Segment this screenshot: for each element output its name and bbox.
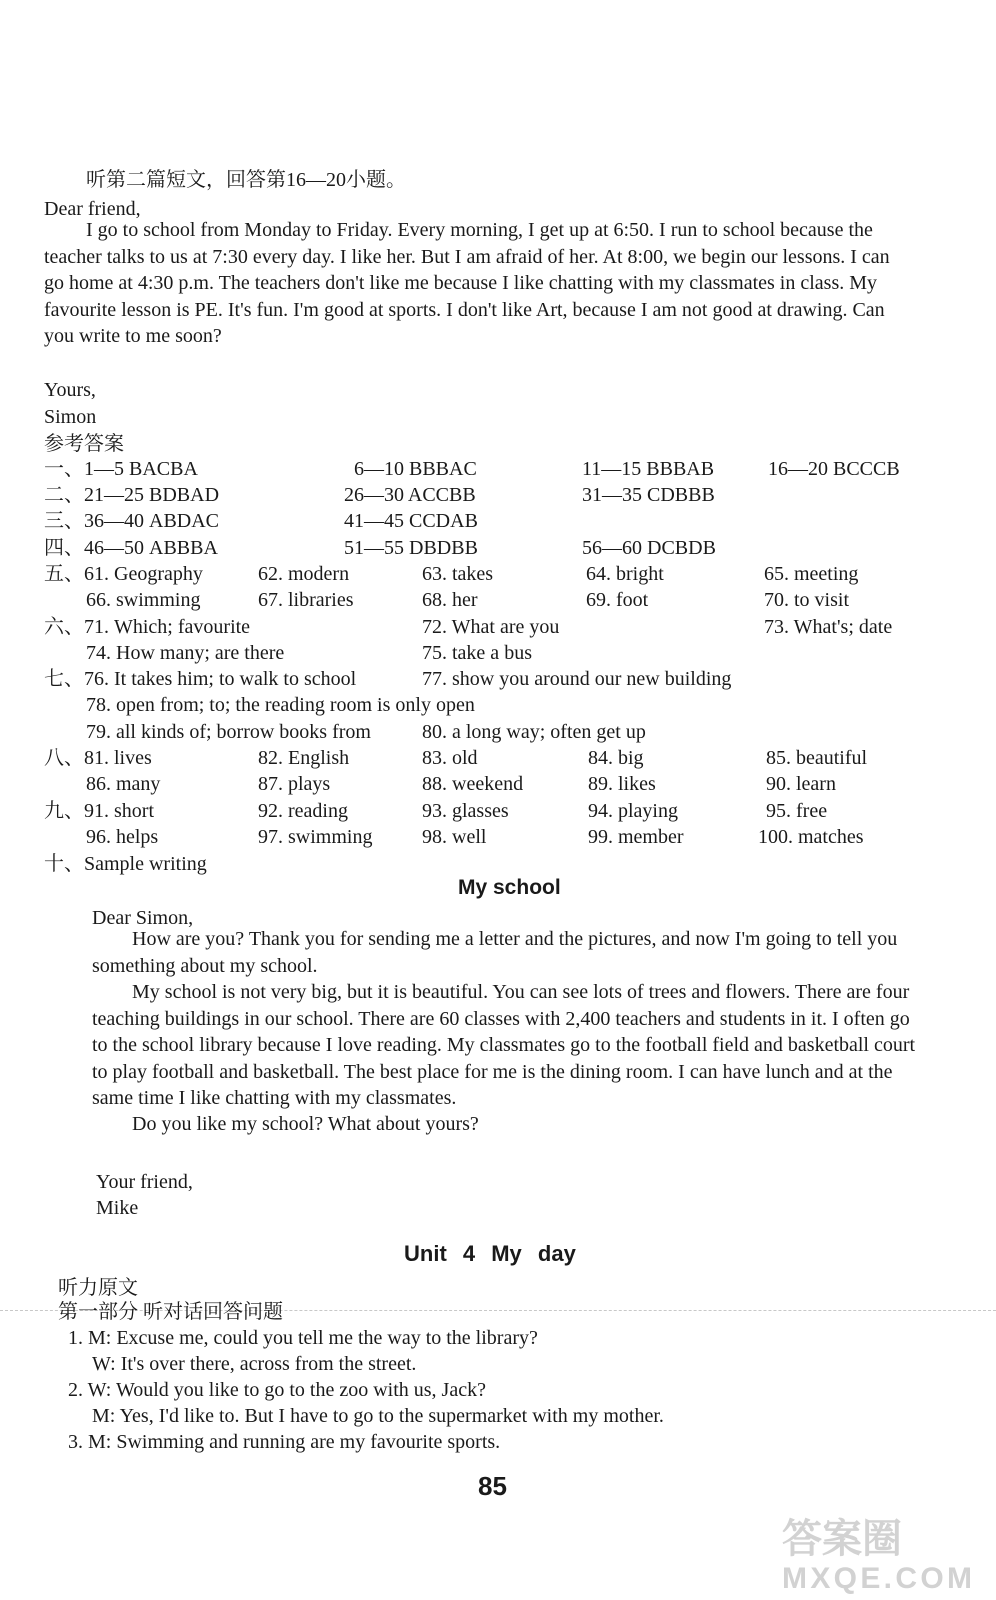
answer-cell: 73. What's; date: [764, 616, 893, 638]
answer-cell: 85. beautiful: [766, 747, 868, 769]
answer-cell: 84. big: [588, 747, 644, 769]
answer-cell: 四、46—50 ABBBA: [44, 537, 218, 559]
listening-heading: 听力原文: [58, 1277, 138, 1299]
part-heading: 第一部分 听对话回答问题: [58, 1301, 283, 1323]
answer-cell: 83. old: [422, 747, 478, 769]
sample-paragraph: How are you? Thank you for sending me a letter and the pictures, and now I'm going to tell you something about my school.: [92, 928, 898, 977]
answer-cell: 79. all kinds of; borrow books from: [86, 721, 371, 743]
answer-cell: 62. modern: [258, 563, 350, 585]
sample-paragraph: Do you like my school? What about yours?: [132, 1113, 479, 1135]
answer-cell: 八、81. lives: [44, 747, 152, 769]
answer-cell: 63. takes: [422, 563, 494, 585]
answer-heading: 参考答案: [44, 433, 124, 455]
answer-cell: 五、61. Geography: [44, 563, 203, 585]
sample-salutation: Dear Simon,: [92, 907, 194, 929]
answer-cell: 78. open from; to; the reading room is only open: [86, 694, 475, 716]
answer-cell: 31—35 CDBBB: [582, 484, 715, 506]
answer-cell: 80. a long way; often get up: [422, 721, 646, 743]
answer-cell: 41—45 CCDAB: [344, 510, 478, 532]
answer-cell: 99. member: [588, 826, 684, 848]
sample-title: My school: [458, 876, 561, 899]
answer-cell: 65. meeting: [764, 563, 859, 585]
dialogue-line: W: It's over there, across from the street.: [92, 1353, 417, 1375]
sample-paragraph: My school is not very big, but it is beautiful. You can see lots of trees and flowers. There are four teaching buildings in our school. There are 60 classes with 2,400 teachers and students in it. I often go to the school library because I love reading. My classmates go to the football field and basketball court to play football and basketball. The best place for me is the dining room. I can have lunch and at the same time I like chatting with my classmates.: [92, 981, 916, 1109]
answer-cell: 二、21—25 BDBAD: [44, 484, 220, 506]
answer-cell: 100. matches: [758, 826, 864, 848]
section-intro: 听第二篇短文，回答第16—20小题。: [86, 169, 406, 191]
page-number: 85: [478, 1471, 507, 1501]
watermark-bottom-text: MXQE.COM: [782, 1562, 972, 1594]
answer-cell: 26—30 ACCBB: [344, 484, 476, 506]
dialogue-line: M: Yes, I'd like to. But I have to go to the supermarket with my mother.: [92, 1405, 664, 1427]
answer-cell: 87. plays: [258, 773, 331, 795]
answer-cell: 6—10 BBBAC: [354, 458, 477, 480]
letter1-signature: Simon: [44, 406, 97, 428]
answer-cell: 67. libraries: [258, 589, 354, 611]
sample-closing: Your friend,: [96, 1171, 193, 1193]
unit-title: Unit 4 My day: [404, 1241, 576, 1266]
answer-cell: 98. well: [422, 826, 487, 848]
answer-cell: 64. bright: [586, 563, 664, 585]
letter1-closing: Yours,: [44, 379, 96, 401]
watermark-logo: [782, 1512, 978, 1594]
dialogue-line: 3. M: Swimming and running are my favourite sports.: [68, 1431, 501, 1453]
answer-cell: 90. learn: [766, 773, 836, 795]
answer-cell: 十、Sample writing: [44, 853, 207, 875]
answer-cell: 11—15 BBBAB: [582, 458, 715, 480]
answer-cell: 66. swimming: [86, 589, 201, 611]
answer-cell: 一、1—5 BACBA: [44, 458, 198, 480]
answer-cell: 95. free: [766, 800, 828, 822]
dialogue-line: 2. W: Would you like to go to the zoo with us, Jack?: [68, 1379, 486, 1401]
answer-cell: 68. her: [422, 589, 478, 611]
answer-cell: 75. take a bus: [422, 642, 532, 664]
answer-cell: 三、36—40 ABDAC: [44, 510, 220, 532]
letter1-body: I go to school from Monday to Friday. Every morning, I get up at 6:50. I run to school because the teacher talks to us at 7:30 every day. I like her. But I am afraid of her. At 8:00, we begin our lessons. I can go home at 4:30 p.m. The teachers don't like me because I like chatting with my classmates in class. My favourite lesson is PE. It's fun. I'm good at sports. I don't like Art, because I am not good at drawing. Can you write to me soon?: [44, 219, 890, 347]
answer-cell: 七、76. It takes him; to walk to school: [44, 668, 357, 690]
answer-cell: 92. reading: [258, 800, 348, 822]
answer-cell: 51—55 DBDBB: [344, 537, 478, 559]
letter1-salutation: Dear friend,: [44, 198, 141, 220]
answer-cell: 89. likes: [588, 773, 656, 795]
answer-cell: 96. helps: [86, 826, 159, 848]
answer-cell: 72. What are you: [422, 616, 560, 638]
answer-cell: 93. glasses: [422, 800, 509, 822]
answer-cell: 69. foot: [586, 589, 649, 611]
answer-cell: 九、91. short: [44, 800, 154, 822]
answer-cell: 77. show you around our new building: [422, 668, 732, 690]
answer-cell: 86. many: [86, 773, 161, 795]
answer-cell: 82. English: [258, 747, 350, 769]
answer-cell: 56—60 DCBDB: [582, 537, 716, 559]
answer-cell: 97. swimming: [258, 826, 373, 848]
dialogue-line: 1. M: Excuse me, could you tell me the way to the library?: [68, 1327, 538, 1349]
answer-cell: 94. playing: [588, 800, 678, 822]
watermark-top-text: 答案圈: [782, 1517, 902, 1561]
sample-signature: Mike: [96, 1197, 139, 1219]
answer-cell: 16—20 BCCCB: [768, 458, 900, 480]
answer-cell: 70. to visit: [764, 589, 850, 611]
answer-cell: 六、71. Which; favourite: [44, 616, 251, 638]
answer-cell: 74. How many; are there: [86, 642, 285, 664]
answer-cell: 88. weekend: [422, 773, 524, 795]
